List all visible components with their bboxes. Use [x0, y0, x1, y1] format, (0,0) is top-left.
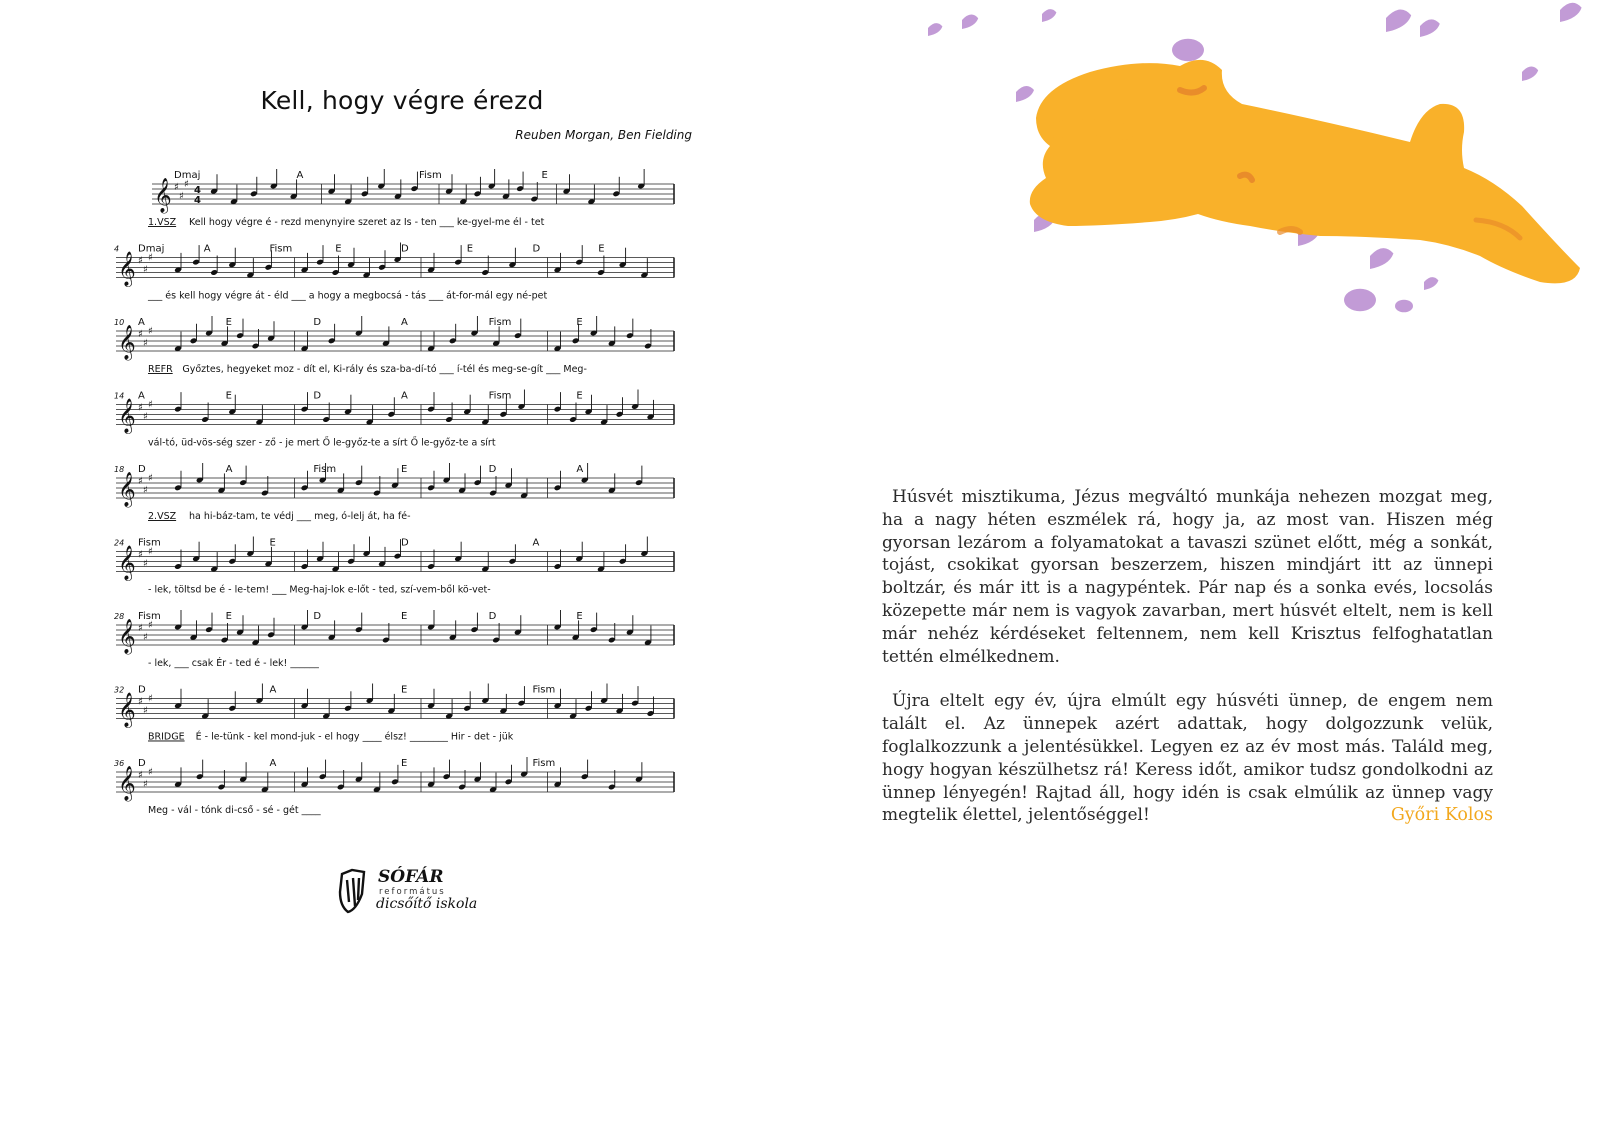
sharp-icon: ♯	[138, 329, 143, 340]
sharp-icon: ♯	[148, 693, 153, 705]
article-author: Győri Kolos	[1390, 805, 1493, 825]
article-text	[882, 486, 1493, 849]
sharp-icon: ♯	[179, 191, 184, 202]
chord-symbol: Fism	[138, 611, 161, 622]
chord-symbol: D	[488, 611, 497, 622]
time-signature: 4	[194, 195, 201, 206]
measure-number: 18	[114, 465, 125, 474]
chord-symbol: E	[598, 243, 605, 255]
chord-symbol: E	[401, 464, 408, 475]
chord-symbol: A	[203, 243, 211, 255]
rabbit-illustration	[800, 0, 1600, 360]
sharp-icon: ♯	[138, 255, 143, 267]
staff-system	[114, 243, 674, 302]
chord-symbol: D	[401, 537, 409, 549]
sharp-icon: ♯	[143, 632, 148, 643]
sharp-icon: ♯	[148, 546, 153, 558]
staff-system	[114, 390, 674, 449]
chord-symbol: E	[576, 317, 583, 328]
chord-symbol: A	[401, 317, 408, 328]
staff-system	[114, 684, 674, 743]
treble-clef-icon: 𝄞	[118, 545, 136, 581]
lyrics-line: Meg - vál - tónk di-cső - sé - gét ____	[148, 805, 321, 816]
article-paragraph-1: Húsvét misztikuma, Jézus megváltó munkája nehezen mozgat meg, ha a nagy héten eszmélek rá, hogy ja, az most van. Hiszen még gyorsan lezárom a folyamatokat a tavaszi szünet előtt, még a sonkát, tojást, csokikat gyorsan beszerzem, hiszen mindjárt itt az ünnepi boltzár, és már itt is a nagypéntek. Pár nap és a sonka evés, locsolás közepette már nem is vagyok zavarban, mert húsvét eltelt, nem is kell már nehéz kérdéseket feltennem, nem kell Krisztus felfoghatatlan tettén elmélkednem.	[882, 487, 1493, 667]
petal-shape	[928, 23, 942, 36]
treble-clef-icon: 𝄞	[118, 251, 136, 287]
chord-symbol: A	[269, 758, 277, 769]
sharp-icon: ♯	[148, 473, 153, 484]
song-title: Kell, hogy végre érezd	[260, 86, 544, 115]
sharp-icon: ♯	[143, 705, 148, 717]
sharp-icon: ♯	[143, 338, 148, 349]
sharp-icon: ♯	[143, 558, 148, 570]
measure-number: 28	[114, 612, 125, 621]
chord-symbol: D	[313, 317, 322, 328]
chord-symbol: E	[225, 317, 232, 328]
chord-symbol: D	[313, 611, 322, 622]
staff-system	[114, 757, 674, 816]
chord-symbol: A	[225, 464, 233, 475]
chord-symbol: Fism	[138, 537, 161, 549]
sharp-icon: ♯	[143, 779, 148, 790]
petal-shape	[1370, 248, 1393, 269]
treble-clef-icon: 𝄞	[118, 472, 136, 507]
sharp-icon: ♯	[174, 182, 179, 193]
chord-symbol: Fism	[488, 390, 512, 402]
chord-symbol: A	[532, 537, 540, 549]
chord-symbol: Fism	[269, 243, 293, 255]
measure-number: 4	[114, 244, 120, 254]
chord-symbol: Fism	[313, 464, 337, 475]
petal-shape	[962, 15, 978, 29]
treble-clef-icon: 𝄞	[118, 325, 136, 360]
section-label: 2.VSZ	[148, 511, 177, 522]
chord-symbol: Fism	[488, 317, 512, 328]
sharp-icon: ♯	[138, 476, 143, 487]
chord-symbol: Fism	[532, 684, 556, 696]
chord-symbol: Fism	[419, 170, 442, 181]
chord-symbol: E	[401, 611, 408, 622]
chord-symbol: E	[225, 390, 232, 402]
rabbit-shape	[1030, 60, 1580, 284]
petal-shape	[1560, 3, 1582, 22]
sharp-icon: ♯	[148, 620, 153, 631]
chord-symbol: A	[138, 390, 145, 402]
treble-clef-icon: 𝄞	[154, 178, 172, 213]
chord-symbol: A	[138, 317, 145, 328]
chord-symbol: E	[576, 390, 583, 402]
petal-shape	[1042, 9, 1056, 22]
sharp-icon: ♯	[138, 770, 143, 781]
lyrics-line: É - le-tünk - kel mond-juk - el hogy ____ élsz! ________ Hir - det - jük	[195, 731, 514, 743]
music-score	[108, 150, 698, 820]
measure-number: 14	[114, 391, 125, 401]
song-composers: Reuben Morgan, Ben Fielding	[515, 128, 692, 142]
chord-symbol: D	[532, 243, 541, 255]
chord-symbol: D	[401, 243, 409, 255]
logo-tagline: dicsőítő iskola	[376, 896, 478, 912]
chord-symbol: E	[401, 684, 408, 696]
chord-symbol: A	[576, 464, 584, 475]
lyrics-line: ha hi-báz-tam, te védj ___ meg, ó-lelj át, ha fé-	[189, 511, 411, 522]
sharp-icon: ♯	[143, 264, 148, 276]
section-label: 1.VSZ	[148, 217, 177, 228]
section-label: REFR	[148, 364, 173, 375]
lyrics-line: Kell hogy végre é - rezd menynyire szeret az Is - ten ___ ke-gyel-me él - tet	[189, 217, 545, 228]
chord-symbol: A	[269, 684, 277, 696]
chord-symbol: E	[576, 611, 583, 622]
measure-number: 36	[114, 759, 125, 768]
measure-number: 24	[114, 538, 125, 548]
sofar-logo	[338, 866, 498, 918]
chord-symbol: Dmaj	[138, 243, 165, 255]
petal-shape	[1172, 39, 1204, 61]
treble-clef-icon: 𝄞	[118, 398, 136, 434]
chord-symbol: A	[401, 390, 408, 402]
sharp-icon: ♯	[138, 696, 143, 708]
petal-shape	[1522, 67, 1538, 81]
petal-shape	[1395, 300, 1413, 313]
petal-shape	[1424, 277, 1438, 290]
staff-system	[114, 537, 674, 596]
sharp-icon: ♯	[143, 485, 148, 496]
petal-shape	[1420, 19, 1440, 37]
petal-shape	[1344, 289, 1376, 311]
chord-symbol: D	[138, 684, 146, 696]
sharp-icon: ♯	[138, 549, 143, 561]
sharp-icon: ♯	[148, 326, 153, 337]
chord-symbol: D	[138, 464, 146, 475]
staff-system	[148, 169, 674, 228]
sharp-icon: ♯	[138, 402, 143, 414]
chord-symbol: E	[541, 170, 548, 181]
article-page	[800, 0, 1600, 1135]
chord-symbol: A	[296, 170, 304, 181]
staff-system	[114, 463, 674, 522]
sharp-icon: ♯	[143, 411, 148, 423]
treble-clef-icon: 𝄞	[118, 619, 136, 654]
measure-number: 32	[114, 685, 125, 695]
chord-symbol: D	[313, 390, 322, 402]
article-paragraph-2: Újra eltelt egy év, újra elmúlt egy húsvéti ünnep, de engem nem talált el. Az ünnepek azért adattak, hogy dolgozzunk velük, foglalkozzunk a jelentésükkel. Legyen ez az év most más. Találd meg, hogy hogyan készülhetsz rá! Keress időt, amikor tudsz gondolkodni az ünnep lényegén! Rajtad áll, hogy idén is csak elmúlik az ünnep vagy megtelik élettel, jelentőséggel!	[882, 691, 1493, 826]
chord-symbol: D	[488, 464, 497, 475]
chord-symbol: D	[138, 758, 146, 769]
sharp-icon: ♯	[148, 767, 153, 778]
chord-symbol: Dmaj	[174, 170, 201, 181]
logo-name: SÓFÁR	[378, 867, 444, 887]
lyrics-line: - lek, töltsd be é - le-tem! ___ Meg-haj-lok e-lőt - ted, szí-vem-ből kö-vet-	[148, 584, 491, 596]
staff-system	[114, 316, 674, 375]
staff-system	[114, 610, 674, 669]
petal-shape	[1016, 86, 1034, 102]
time-signature: 4	[194, 185, 201, 196]
chord-symbol: E	[335, 243, 342, 255]
petal-shape	[1386, 10, 1411, 32]
chord-symbol: E	[225, 611, 232, 622]
lyrics-line: ___ és kell hogy végre át - éld ___ a hogy a megbocsá - tás ___ át-for-mál egy né-pet	[148, 290, 548, 302]
logo-subtitle: református	[379, 887, 446, 897]
chord-symbol: E	[466, 243, 474, 255]
sharp-icon: ♯	[138, 623, 143, 634]
measure-number: 10	[114, 318, 125, 327]
sharp-icon: ♯	[148, 252, 153, 264]
sharp-icon: ♯	[184, 179, 189, 190]
treble-clef-icon: 𝄞	[118, 692, 136, 728]
section-label: BRIDGE	[148, 731, 185, 743]
lyrics-line: Győztes, hegyeket moz - dít el, Ki-rály és sza-ba-dí-tó ___ í-tél és meg-se-gít ___ Meg-	[182, 364, 587, 375]
chord-symbol: Fism	[532, 758, 556, 769]
treble-clef-icon: 𝄞	[118, 766, 136, 801]
lyrics-line: - lek, ___ csak Ér - ted é - lek! ______	[148, 658, 319, 669]
sharp-icon: ♯	[148, 399, 153, 411]
chord-symbol: E	[401, 758, 408, 769]
chord-symbol: E	[269, 537, 276, 549]
lyrics-line: vál-tó, üd-vös-ség szer - ző - je mert Ő le-győz-te a sírt Ő le-győz-te a sírt	[148, 437, 496, 449]
